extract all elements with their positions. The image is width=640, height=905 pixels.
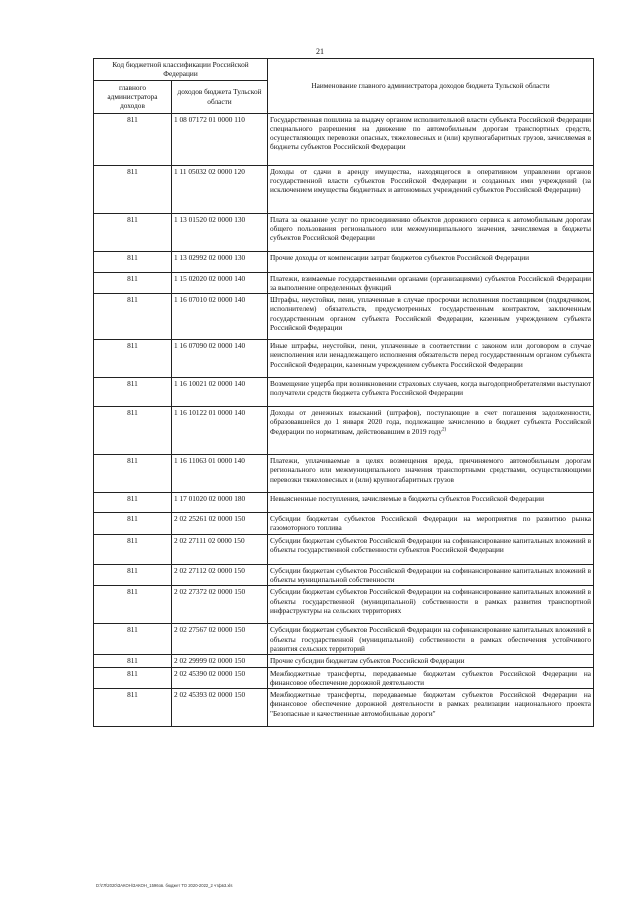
revenue-name-text: Субсидии бюджетам субъектов Российской Федерации на софинансирование капитальных вложений в объекты государственной (муниципальной) собственности в рамках обеспечения устойчивого развития сельских территорий: [270, 625, 592, 653]
revenue-name-cell: [268, 113, 594, 165]
admin-code-cell: 811: [94, 655, 172, 667]
revenue-name-cell: [268, 493, 594, 513]
revenue-name-text: Субсидии бюджетам субъектов Российской Федерации на софинансирование капитальных вложений в объекты государственной (муниципальной) собственности в рамках развития транспортной инфраструктуры на сельских территориях: [270, 587, 592, 615]
admin-code-cell: 811: [94, 493, 172, 513]
admin-code-cell: 811: [94, 251, 172, 272]
revenue-name-text: Штрафы, неустойки, пени, уплаченные в случае просрочки исполнения поставщиком (подрядчиком, исполнителем) обязательств, предусмотренных государственным контрактом, заключенным государственным органом субъекта Российской Федерации, казенным учреждением субъекта Российской Федерации: [270, 295, 592, 333]
revenue-code-cell: 2 02 45393 02 0000 150: [172, 689, 268, 727]
revenue-name-text: Доходы от сдачи в аренду имущества, находящегося в оперативном управлении органов государственной власти субъектов Российской Федерации и созданных ими учреждений (за исключением имущества бюджетных и автономных учреждений субъектов Российской Федерации): [270, 166, 592, 195]
revenue-name-text: Межбюджетные трансферты, передаваемые бюджетам субъектов Российской Федерации на финансовое обеспечение дорожной деятельности в рамках реализации национального проекта "Безопасные и качественные автомобильные дороги": [270, 690, 592, 718]
admin-code-cell: 811: [94, 340, 172, 378]
header-kbk-group: Код бюджетной классификации Российской Федерации: [94, 59, 268, 81]
budget-revenue-table: [93, 58, 594, 727]
admin-code-cell: 811: [94, 624, 172, 655]
revenue-code-cell: 2 02 27112 02 0000 150: [172, 564, 268, 586]
revenue-name-text: Платежи, взимаемые государственными органами (организациями) субъектов Российской Федерации за выполнение определенных функций: [270, 273, 592, 292]
admin-code-cell: 811: [94, 378, 172, 407]
revenue-name-cell: [268, 667, 594, 689]
revenue-name-cell: [268, 534, 594, 564]
footnote-marker: 2): [441, 427, 447, 433]
revenue-name-text: Иные штрафы, неустойки, пени, уплаченные в соответствии с законом или договором в случае неисполнения или ненадлежащего исполнения обязательств перед государственным органом субъекта Российской Федерации, казенным учреждением субъекта Российской Федерации: [270, 341, 592, 369]
table-row: [94, 689, 594, 727]
admin-code-cell: 811: [94, 534, 172, 564]
revenue-code-cell: 1 17 01020 02 0000 180: [172, 493, 268, 513]
revenue-name-text: Субсидии бюджетам субъектов Российской Федерации на софинансирование капитальных вложений в объекты муниципальной собственности: [270, 565, 592, 585]
revenue-name-text: Субсидии бюджетам субъектов Российской Федерации на мероприятия по развитию рынка газомоторного топлива: [270, 514, 592, 533]
revenue-name-cell: [268, 294, 594, 340]
revenue-name-cell: [268, 272, 594, 294]
revenue-code-cell: 2 02 27372 02 0000 150: [172, 586, 268, 624]
revenue-name-cell: [268, 213, 594, 251]
header-administrator-name: Наименование главного администратора доходов бюджета Тульской области: [268, 59, 594, 114]
admin-code-cell: 811: [94, 667, 172, 689]
table-row: [94, 667, 594, 689]
revenue-code-cell: 1 13 02992 02 0000 130: [172, 251, 268, 272]
revenue-code-cell: 2 02 27567 02 0000 150: [172, 624, 268, 655]
admin-code-cell: 811: [94, 586, 172, 624]
table-row: [94, 564, 594, 586]
header-revenue: доходов бюджета Тульской области: [172, 80, 268, 113]
table-row: [94, 165, 594, 213]
table-header-row: [94, 59, 594, 81]
revenue-name-text: Межбюджетные трансферты, передаваемые бюджетам субъектов Российской Федерации на финансовое обеспечение дорожной деятельности: [270, 668, 592, 687]
table-row: [94, 407, 594, 455]
table-row: [94, 378, 594, 407]
revenue-code-cell: 1 15 02020 02 0000 140: [172, 272, 268, 294]
table-row: [94, 251, 594, 272]
table-row: [94, 294, 594, 340]
revenue-name-text: Плата за оказание услуг по присоединению объектов дорожного сервиса к автомобильным дорогам общего пользования регионального или межмуниципального значения, зачисляемая в бюджеты субъектов Российской Федерации: [270, 214, 592, 243]
revenue-name-text: Субсидии бюджетам субъектов Российской Федерации на софинансирование капитальных вложений в объекты государственной собственности субъектов Российской Федерации: [270, 535, 592, 555]
revenue-code-cell: 1 16 10021 02 0000 140: [172, 378, 268, 407]
revenue-name-cell: [268, 378, 594, 407]
revenue-code-cell: 2 02 27111 02 0000 150: [172, 534, 268, 564]
revenue-name-cell: [268, 407, 594, 455]
revenue-code-cell: 1 11 05032 02 0000 120: [172, 165, 268, 213]
revenue-code-cell: 2 02 29999 02 0000 150: [172, 655, 268, 667]
admin-code-cell: 811: [94, 689, 172, 727]
revenue-name-text: Прочие доходы от компенсации затрат бюджетов субъектов Российской Федерации: [270, 252, 530, 262]
revenue-name-cell: [268, 564, 594, 586]
revenue-name-text: Платежи, уплачиваемые в целях возмещения вреда, причиняемого автомобильным дорогам регионального или межмуниципального значения транспортными средствами, осуществляющими перевозки тяжеловесных и (или) крупногабаритных грузов: [270, 456, 592, 484]
revenue-name-cell: [268, 624, 594, 655]
table-row: [94, 586, 594, 624]
revenue-code-cell: 1 16 11063 01 0000 140: [172, 455, 268, 493]
table-row: [94, 213, 594, 251]
page-number: 21: [316, 47, 324, 56]
revenue-name-cell: [268, 513, 594, 535]
revenue-name-cell: [268, 689, 594, 727]
table-row: [94, 655, 594, 667]
revenue-name-cell: [268, 455, 594, 493]
revenue-name-text: Невыясненные поступления, зачисляемые в бюджеты субъектов Российской Федерации: [270, 494, 544, 504]
revenue-code-cell: 2 02 25261 02 0000 150: [172, 513, 268, 535]
revenue-name-cell: [268, 340, 594, 378]
revenue-name-cell: [268, 655, 594, 667]
table-row: [94, 455, 594, 493]
revenue-name-cell: [268, 165, 594, 213]
file-path-footer: D:\ГЛ\2020\ЗАКОН\ЗАКОН_1596ов. бюджет ТО 2020-2022_2 чтфв3.xls: [96, 883, 233, 888]
revenue-code-cell: 1 16 07010 02 0000 140: [172, 294, 268, 340]
revenue-code-cell: 2 02 45390 02 0000 150: [172, 667, 268, 689]
revenue-name-text: Возмещение ущерба при возникновении страховых случаев, когда выгодоприобретателями выступают получатели средств бюджета субъекта Российской Федерации: [270, 379, 592, 398]
admin-code-cell: 811: [94, 455, 172, 493]
admin-code-cell: 811: [94, 113, 172, 165]
table-row: [94, 534, 594, 564]
header-administrator: главного администратора доходов: [94, 80, 172, 113]
revenue-code-cell: 1 16 07090 02 0000 140: [172, 340, 268, 378]
revenue-name-cell: [268, 251, 594, 272]
admin-code-cell: 811: [94, 294, 172, 340]
revenue-name-cell: [268, 586, 594, 624]
table-body: [94, 113, 594, 727]
admin-code-cell: 811: [94, 213, 172, 251]
revenue-name-text: Прочие субсидии бюджетам субъектов Российской Федерации: [270, 656, 465, 666]
table-row: [94, 340, 594, 378]
admin-code-cell: 811: [94, 564, 172, 586]
revenue-code-cell: 1 16 10122 01 0000 140: [172, 407, 268, 455]
table-row: [94, 272, 594, 294]
admin-code-cell: 811: [94, 272, 172, 294]
admin-code-cell: 811: [94, 165, 172, 213]
admin-code-cell: 811: [94, 407, 172, 455]
revenue-name-text: Государственная пошлина за выдачу органом исполнительной власти субъекта Российской Федерации специального разрешения на движение по автомобильным дорогам транспортных средств, осуществляющих перевозки опасных, тяжеловесных и (или) крупногабаритных грузов, зачисляемая в бюджеты субъектов Российской Федерации: [270, 114, 592, 152]
table-row: [94, 513, 594, 535]
admin-code-cell: 811: [94, 513, 172, 535]
table-row: [94, 624, 594, 655]
revenue-name-text: Доходы от денежных взысканий (штрафов), поступающие в счет погашения задолженности, образовавшейся до 1 января 2020 года, подлежащие зачислению в бюджет субъекта Российской Федерации по нормативам, действовавшим в 2019 году: [270, 408, 592, 436]
table-row: [94, 113, 594, 165]
revenue-code-cell: 1 13 01520 02 0000 130: [172, 213, 268, 251]
revenue-code-cell: 1 08 07172 01 0000 110: [172, 113, 268, 165]
table-row: [94, 493, 594, 513]
